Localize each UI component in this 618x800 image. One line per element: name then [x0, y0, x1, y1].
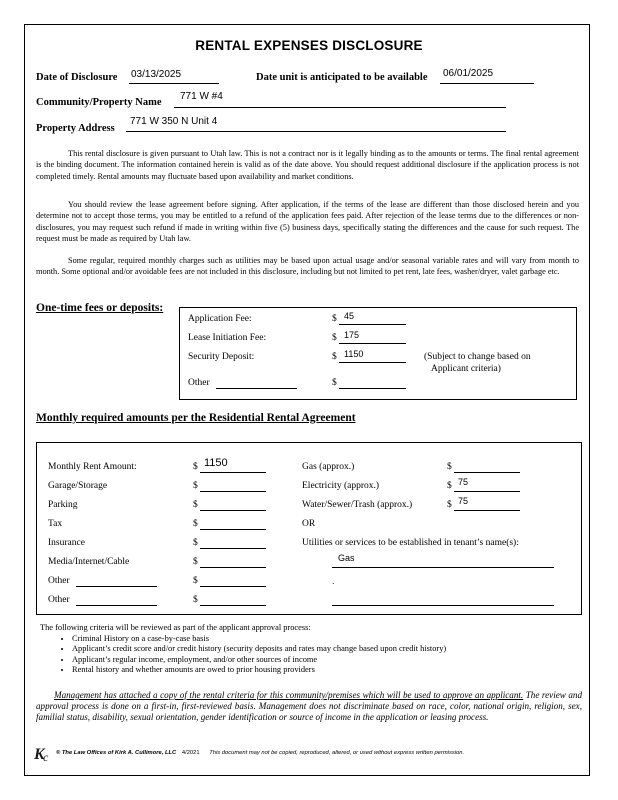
- lease-fee-label: Lease Initiation Fee:: [188, 333, 267, 343]
- other-1-line[interactable]: [200, 586, 266, 587]
- monthly-heading: Monthly required amounts per the Residential Rental Agreement: [36, 412, 356, 424]
- available-date-line: [440, 83, 534, 84]
- criteria-item: • Criminal History on a case-by-case basis: [72, 634, 580, 645]
- other-2-line[interactable]: [200, 605, 266, 606]
- or-label: OR: [302, 519, 316, 529]
- tax-label: Tax: [48, 519, 63, 529]
- other-fee-line[interactable]: [339, 388, 406, 389]
- date-of-disclosure-field[interactable]: 03/13/2025: [131, 69, 182, 80]
- other-1-dollar: $: [193, 576, 198, 586]
- notice-text: The review and approval process is done on a first-in, first-reviewed basis. Management does not discriminate based on race, color, national origin, religion, sex, familial status, disability, sexual orientation, gender identification or source of income in the application or leasing process.: [36, 690, 582, 723]
- utilities-line-2[interactable]: [332, 605, 554, 606]
- parking-label: Parking: [48, 500, 78, 510]
- insurance-label: Insurance: [48, 538, 85, 548]
- insurance-line[interactable]: [200, 548, 266, 549]
- date-of-disclosure-label: Date of Disclosure: [36, 72, 118, 83]
- criteria-list: [40, 634, 580, 676]
- criteria-item: • Applicant’s credit score and/or credit history (security deposits and rates may change based upon credit history): [72, 644, 580, 655]
- utilities-label: Utilities or services to be established in tenant’s name(s):: [302, 538, 519, 548]
- tax-line[interactable]: [200, 529, 266, 530]
- utilities-field-2[interactable]: .: [332, 576, 335, 586]
- one-time-fees-heading: One-time fees or deposits:: [36, 302, 164, 314]
- criteria-intro: The following criteria will be reviewed as part of the applicant approval process:: [40, 623, 311, 632]
- lease-fee-field[interactable]: 175: [344, 330, 360, 340]
- criteria-section: [40, 623, 580, 676]
- date-of-disclosure-line: [129, 83, 219, 84]
- disclosure-paragraph-2: [36, 199, 579, 244]
- criteria-item: • Rental history and whether amounts are owed to prior housing providers: [72, 665, 580, 676]
- application-fee-label: Application Fee:: [188, 314, 252, 324]
- gas-line[interactable]: [454, 472, 520, 473]
- electricity-label: Electricity (approx.): [302, 481, 380, 491]
- application-fee-line: [339, 324, 406, 325]
- other-2-dollar: $: [193, 595, 198, 605]
- media-dollar: $: [193, 557, 198, 567]
- electricity-line: [454, 491, 520, 492]
- gas-dollar: $: [447, 462, 452, 472]
- disclosure-paragraph-3: [36, 255, 579, 278]
- other-fee-dollar: $: [332, 378, 337, 388]
- media-label: Media/Internet/Cable: [48, 557, 130, 567]
- application-fee-dollar: $: [332, 314, 337, 324]
- available-date-label: Date unit is anticipated to be available: [256, 72, 428, 83]
- page-title: RENTAL EXPENSES DISCLOSURE: [195, 38, 423, 53]
- svg-text:K: K: [34, 746, 45, 762]
- rent-line: [200, 472, 266, 473]
- insurance-dollar: $: [193, 538, 198, 548]
- water-dollar: $: [447, 500, 452, 510]
- community-field[interactable]: 771 W #4: [180, 91, 223, 102]
- footer-copyright: This document may not be copied, reproduced, altered, or used without express written permission.: [209, 750, 465, 756]
- garage-label: Garage/Storage: [48, 481, 108, 491]
- management-notice: [36, 690, 582, 724]
- notice-underlined-text: Management has attached a copy of the rental criteria for this community/premises which will be used to approve an applicant.: [54, 690, 524, 700]
- rent-field[interactable]: 1150: [204, 457, 228, 469]
- law-office-logo: [34, 744, 56, 762]
- utilities-line-1: [332, 567, 554, 568]
- electricity-field[interactable]: 75: [458, 477, 469, 487]
- parking-line[interactable]: [200, 510, 266, 511]
- water-line: [454, 510, 520, 511]
- garage-dollar: $: [193, 481, 198, 491]
- paragraph-1-text: This rental disclosure is given pursuant to Utah law. This is not a contract nor is it legally binding as to the amounts or terms. The final rental agreement is the binding document. The information contained herein is valid as of the date above. You should request additional disclosure if the application process is not completed timely. Rental amounts may fluctuate based upon availability and market conditions.: [36, 149, 579, 181]
- lease-fee-dollar: $: [332, 333, 337, 343]
- other-1-label: Other: [48, 576, 70, 586]
- paragraph-2-text: You should review the lease agreement before signing. After application, if the terms of the lease are different than those disclosed herein and you determine not to accept those terms, you may be entitled to a refund of the application fees paid. After rejection of the lease terms due to the differences or non-disclosures, you may request such refund if made in writing within five (5) business days, specifically stating the differences and the cause for such request. The request must be made as required by Utah law.: [36, 200, 579, 243]
- applicant-criteria-note: Applicant criteria): [431, 364, 501, 374]
- security-deposit-label: Security Deposit:: [188, 352, 255, 362]
- criteria-item: • Applicant’s regular income, employment, and/or other sources of income: [72, 655, 580, 666]
- lease-fee-line: [339, 343, 406, 344]
- security-deposit-line: [339, 362, 406, 363]
- other-2-name-line[interactable]: [76, 605, 157, 606]
- address-field[interactable]: 771 W 350 N Unit 4: [130, 116, 218, 127]
- water-field[interactable]: 75: [458, 496, 469, 506]
- other-2-label: Other: [48, 595, 70, 605]
- application-fee-field[interactable]: 45: [344, 311, 355, 321]
- other-fee-name-line[interactable]: [216, 388, 297, 389]
- community-line: [174, 107, 506, 108]
- disclosure-paragraph-1: [36, 148, 579, 182]
- footer-firm: ® The Law Offices of Kirk A. Cullimore, LLC: [56, 750, 177, 756]
- rent-label: Monthly Rent Amount:: [48, 462, 137, 472]
- security-deposit-field[interactable]: 1150: [344, 349, 364, 359]
- subject-to-change-note: (Subject to change based on: [424, 352, 531, 362]
- footer: [56, 750, 464, 756]
- gas-label: Gas (approx.): [302, 462, 355, 472]
- other-1-name-line[interactable]: [76, 586, 157, 587]
- svg-text:c: c: [43, 750, 49, 762]
- paragraph-3-text: Some regular, required monthly charges such as utilities may be based upon actual usage and/or seasonal variable rates and will vary from month to month. Some optional and/or avoidable fees are not included in this disclosure, including but not limited to pet rent, late fees, washer/dryer, valet garbage etc.: [36, 256, 579, 277]
- garage-line[interactable]: [200, 491, 266, 492]
- other-fee-label: Other: [188, 378, 210, 388]
- community-label: Community/Property Name: [36, 97, 162, 108]
- tax-dollar: $: [193, 519, 198, 529]
- available-date-field[interactable]: 06/01/2025: [443, 68, 494, 79]
- media-line[interactable]: [200, 567, 266, 568]
- utilities-field-1[interactable]: Gas: [338, 553, 355, 563]
- rent-dollar: $: [193, 462, 198, 472]
- water-label: Water/Sewer/Trash (approx.): [302, 500, 413, 510]
- address-label: Property Address: [36, 123, 115, 134]
- parking-dollar: $: [193, 500, 198, 510]
- security-deposit-dollar: $: [332, 352, 337, 362]
- address-line: [126, 131, 506, 132]
- footer-version: 4/2021: [181, 750, 200, 756]
- electricity-dollar: $: [447, 481, 452, 491]
